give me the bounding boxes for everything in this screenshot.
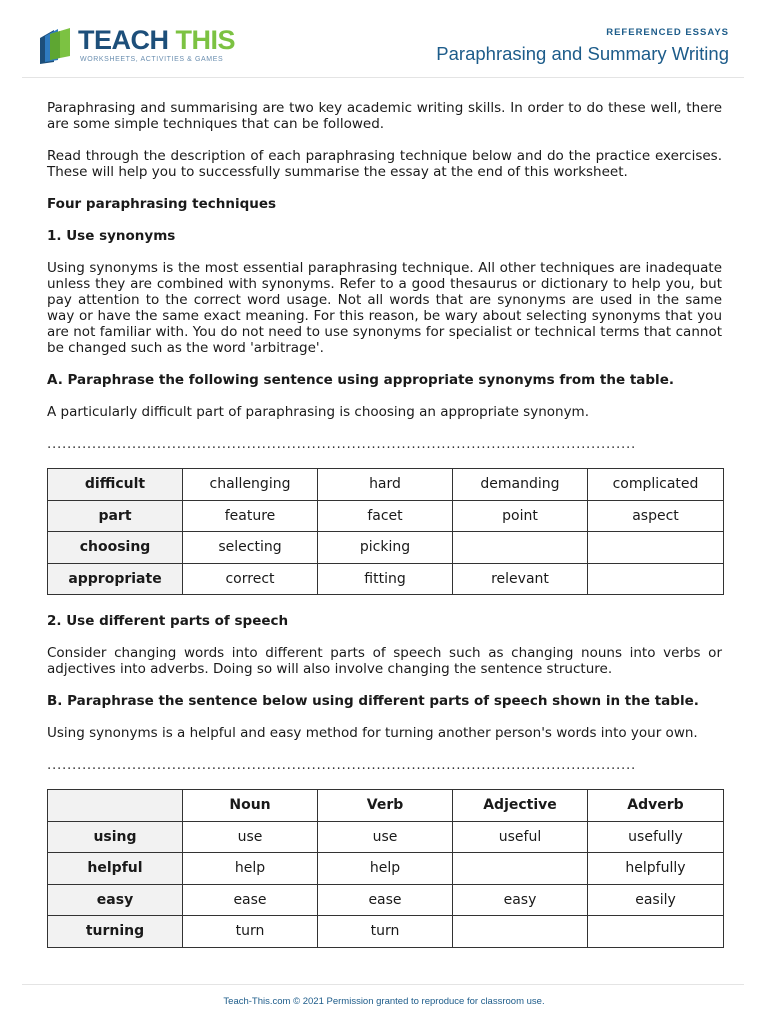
column-header: Adverb [588,790,724,822]
table-corner-cell [48,790,183,822]
table-row [48,469,724,501]
row-header-cell: using [48,821,183,853]
technique-1-heading: 1. Use synonyms [47,228,176,244]
table-row [48,821,724,853]
table-cell [453,853,588,885]
table-cell: turn [318,916,453,948]
table-cell: selecting [183,532,318,564]
column-header: Noun [183,790,318,822]
exercise-b-sentence: Using synonyms is a helpful and easy method for turning another person's words into your own. [47,725,698,741]
table-cell: fitting [318,563,453,595]
table-cell: point [453,500,588,532]
table-cell: hard [318,469,453,501]
table-cell [453,916,588,948]
row-header-cell: part [48,500,183,532]
column-header: Adjective [453,790,588,822]
table-cell: help [183,853,318,885]
row-header-cell: difficult [48,469,183,501]
table-cell: demanding [453,469,588,501]
book-icon [36,26,76,66]
table-cell [453,532,588,564]
section-heading: Four paraphrasing techniques [47,196,277,212]
table-cell: feature [183,500,318,532]
synonyms-table [47,468,724,595]
page-header [0,0,768,78]
table-row [48,500,724,532]
row-header-cell: turning [48,916,183,948]
header-divider [22,77,744,78]
column-header: Verb [318,790,453,822]
technique-2-body: Consider changing words into different parts of speech such as changing nouns into verbs or adjectives into adverbs. Doing so will also involve changing the sentence structure. [47,645,722,677]
table-cell: easy [453,884,588,916]
table-row [48,563,724,595]
table-cell: complicated [588,469,724,501]
table-cell: challenging [183,469,318,501]
exercise-b-heading: B. Paraphrase the sentence below using different parts of speech shown in the table. [47,693,699,709]
table-cell: help [318,853,453,885]
row-header-cell: appropriate [48,563,183,595]
table-cell: easily [588,884,724,916]
teach-this-logo [36,24,236,72]
table-cell: use [318,821,453,853]
technique-2-heading: 2. Use different parts of speech [47,613,289,629]
table-cell: ease [318,884,453,916]
logo-wordmark: TEACH THIS [78,25,236,55]
row-header-cell: easy [48,884,183,916]
section-kicker: REFERENCED ESSAYS [606,27,729,38]
table-cell: picking [318,532,453,564]
table-cell [588,916,724,948]
table-cell: use [183,821,318,853]
table-cell: relevant [453,563,588,595]
technique-1-body: Using synonyms is the most essential paraphrasing technique. All other techniques are inadequate unless they are combined with synonyms. Refer to a good thesaurus or dictionary to help you, but pay attention to the correct word usage. Not all words that are synonyms are used in the same way or have the same exact meaning. For this reason, be wary about selecting synonyms that you are not familiar with. You do not need to use synonyms for specialist or technical terms that cannot be changed such as the word 'arbitrage'. [47,260,722,356]
table-cell: useful [453,821,588,853]
row-header-cell: helpful [48,853,183,885]
exercise-a-answer-line[interactable]: ...................................................................................................................... [47,436,636,452]
intro-paragraph-1: Paraphrasing and summarising are two key academic writing skills. In order to do these well, there are some simple techniques that can be followed. [47,100,722,132]
parts-of-speech-table [47,789,724,948]
table-header-row [48,790,724,822]
table-cell [588,532,724,564]
table-row [48,853,724,885]
logo-tagline: WORKSHEETS, ACTIVITIES & GAMES [80,56,224,63]
table-cell: ease [183,884,318,916]
intro-paragraph-2: Read through the description of each paraphrasing technique below and do the practice exercises. These will help you to successfully summarise the essay at the end of this worksheet. [47,148,722,180]
exercise-a-heading: A. Paraphrase the following sentence using appropriate synonyms from the table. [47,372,674,388]
worksheet-body [47,100,722,966]
table-cell: facet [318,500,453,532]
footer-divider [22,984,744,985]
exercise-b-answer-line[interactable]: ...................................................................................................................... [47,757,636,773]
table-cell: aspect [588,500,724,532]
table-cell: helpfully [588,853,724,885]
page-title: Paraphrasing and Summary Writing [436,43,729,64]
table-row [48,532,724,564]
row-header-cell: choosing [48,532,183,564]
page-footer: Teach-This.com © 2021 Permission granted to reproduce for classroom use. [223,996,545,1007]
exercise-a-sentence: A particularly difficult part of paraphrasing is choosing an appropriate synonym. [47,404,590,420]
table-cell: usefully [588,821,724,853]
table-cell: turn [183,916,318,948]
table-row [48,884,724,916]
table-row [48,916,724,948]
table-cell: correct [183,563,318,595]
table-cell [588,563,724,595]
